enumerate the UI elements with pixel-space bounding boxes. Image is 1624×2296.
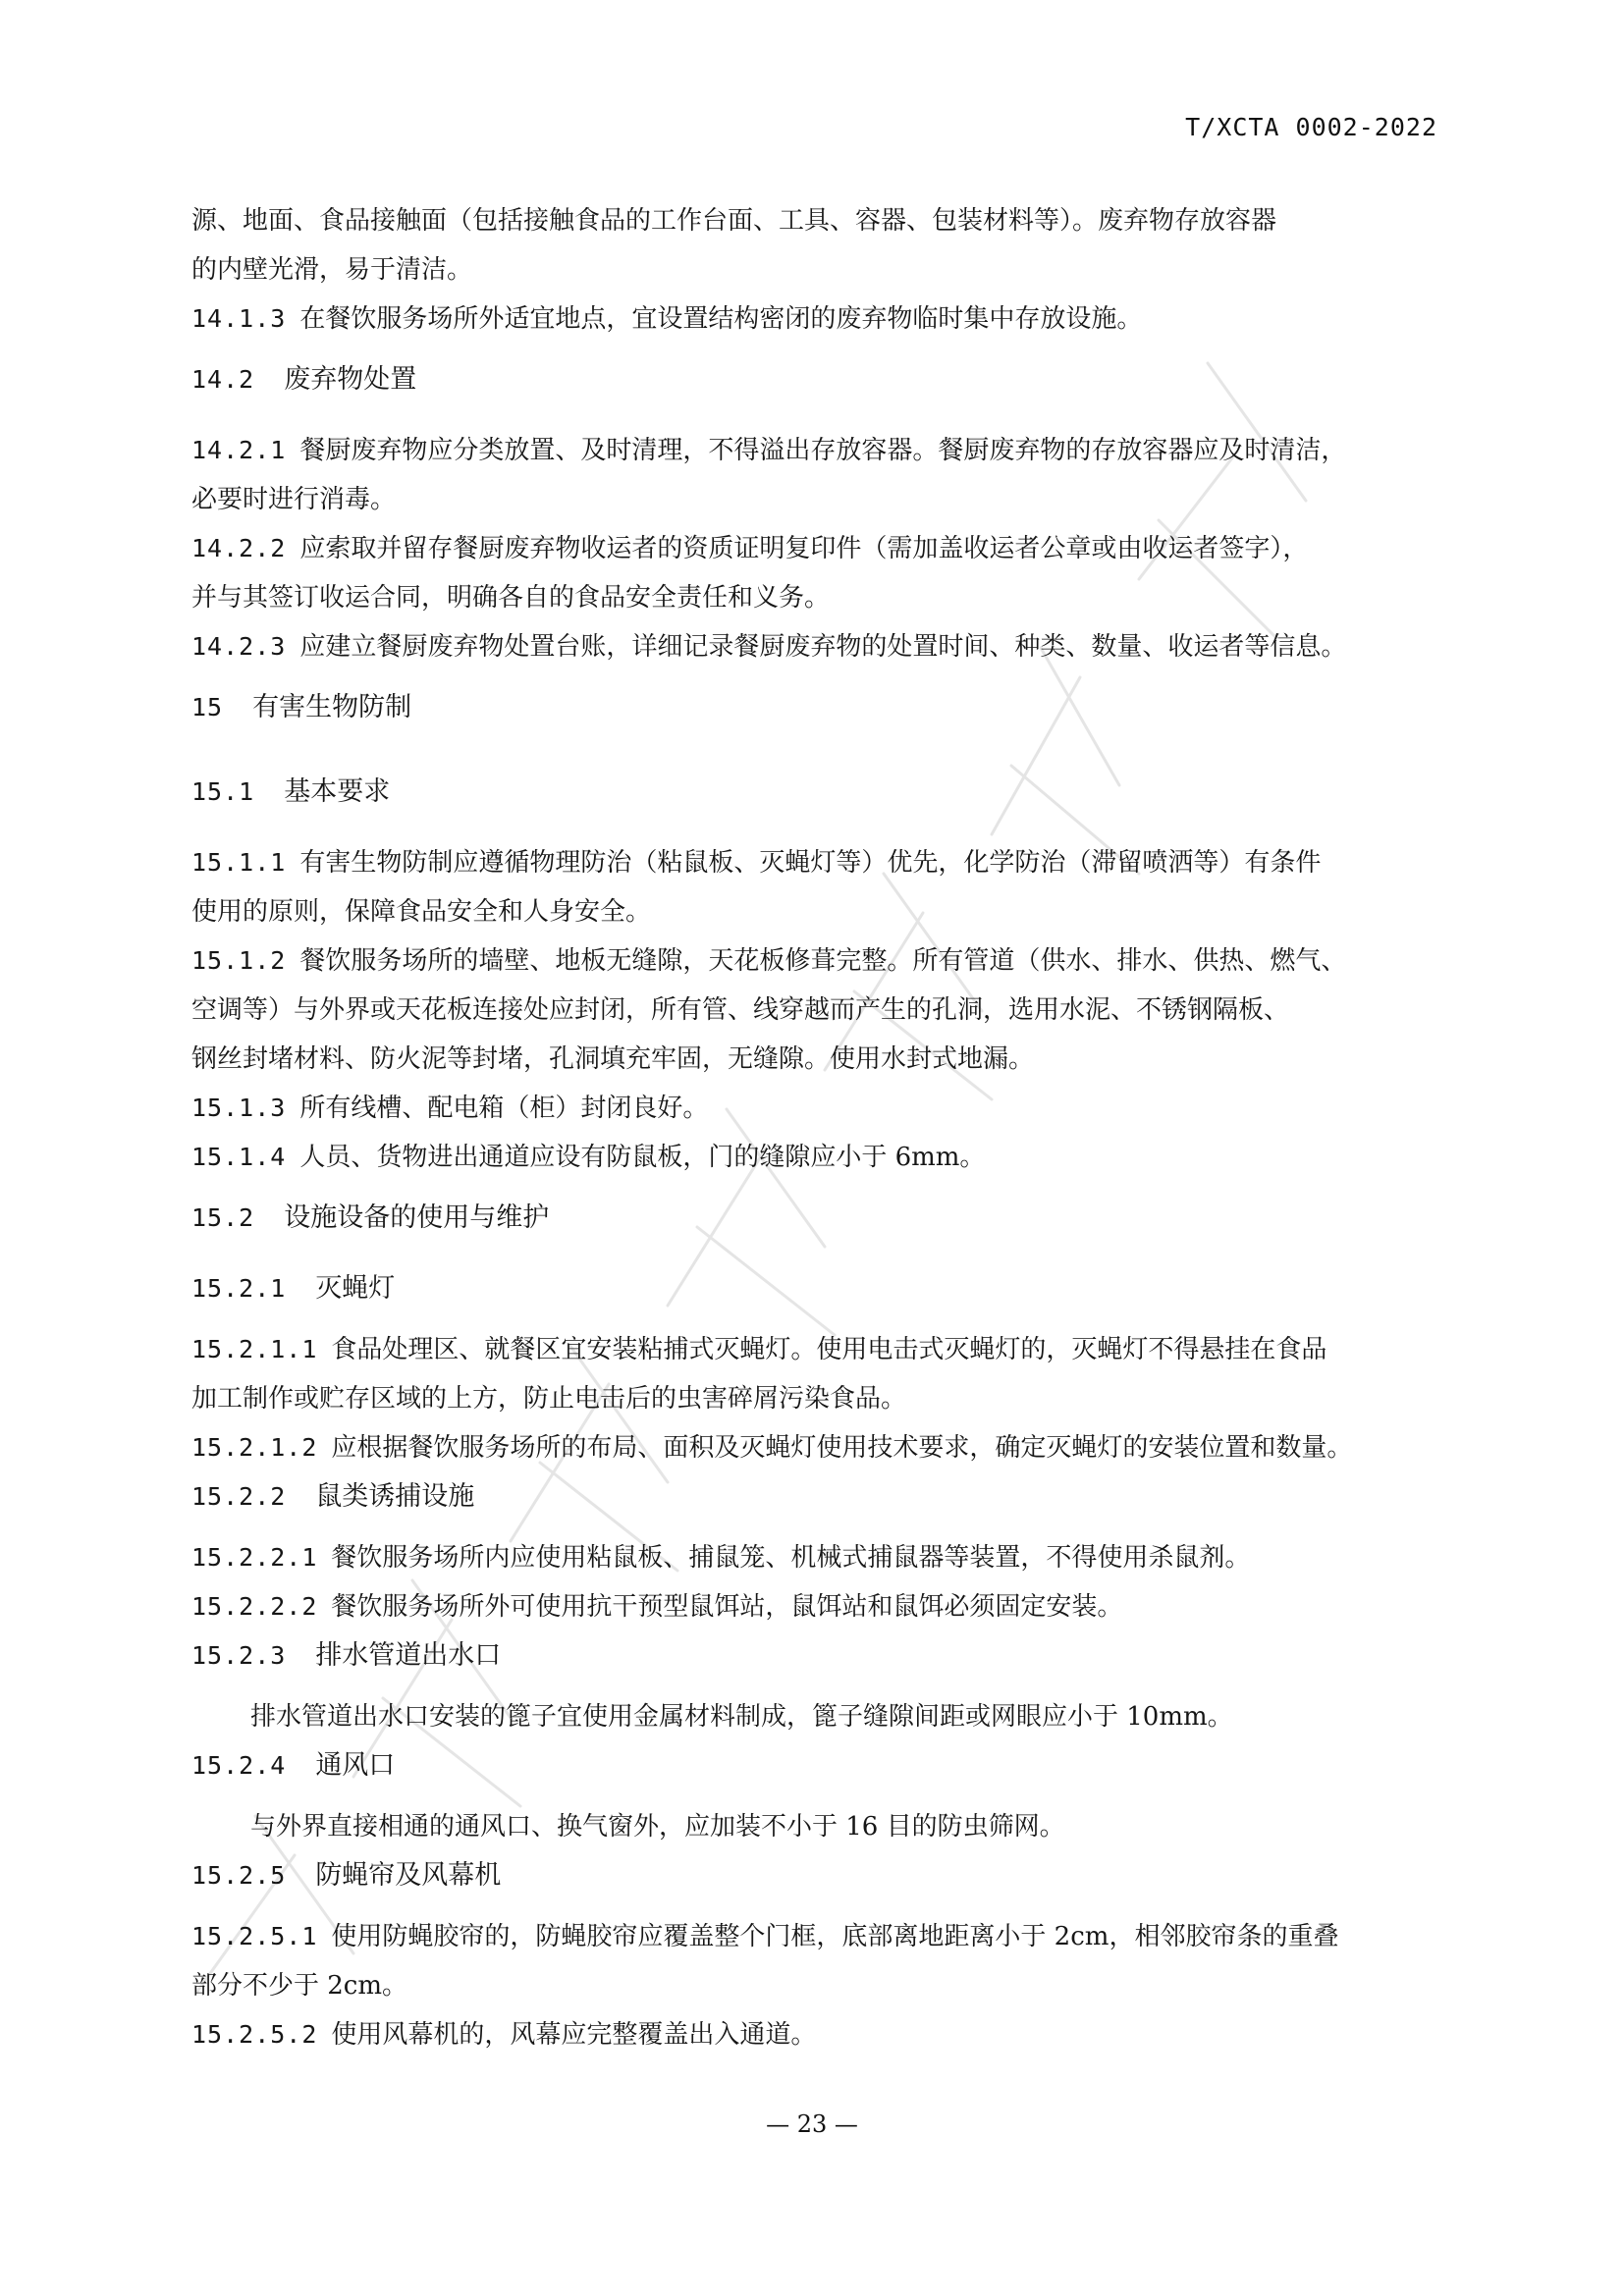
subsection-number: 15.2.4: [191, 1751, 287, 1780]
section-number: 15.1: [191, 777, 255, 806]
clause-15-2-1-1: [191, 1325, 1431, 1374]
subsection-title: 防蝇帘及风幕机: [315, 1860, 502, 1891]
subsection-title: 通风口: [315, 1750, 396, 1781]
clause-text: 餐饮服务场所外可使用抗干预型鼠饵站，鼠饵站和鼠饵必须固定安装。: [331, 1592, 1123, 1622]
clause-text: 应建立餐厨废弃物处置台账，详细记录餐厨废弃物的处置时间、种类、数量、收运者等信息。: [299, 632, 1347, 662]
paragraph-15-2-4: 与外界直接相通的通风口、换气窗外，应加装不小于 16 目的防虫筛网。: [250, 1812, 1065, 1842]
clause-number: 14.2.2: [191, 534, 287, 562]
section-heading-15-1: [191, 768, 1431, 817]
paragraph-line: 加工制作或贮存区域的上方，防止电击后的虫害碎屑污染食品。: [191, 1384, 907, 1414]
document-code-header: T/XCTA 0002-2022: [1185, 113, 1437, 141]
clause-text: 人员、货物进出通道应设有防鼠板，门的缝隙应小于 6mm。: [299, 1143, 986, 1172]
clause-15-2-2-2: [191, 1582, 1431, 1631]
paragraph-line: 必要时进行消毒。: [191, 485, 397, 514]
clause-number: 15.2.2.1: [191, 1543, 318, 1572]
subsection-title: 鼠类诱捕设施: [315, 1481, 475, 1512]
clause-number: 15.1.4: [191, 1143, 287, 1171]
subsection-heading-15-2-4: [191, 1741, 1431, 1790]
clause-14-2-3: [191, 622, 1431, 671]
chapter-number: 15: [191, 693, 224, 721]
paragraph-line: 并与其签订收运合同，明确各自的食品安全责任和义务。: [191, 583, 831, 613]
section-title: 设施设备的使用与维护: [284, 1202, 550, 1233]
subsection-heading-15-2-3: [191, 1631, 1431, 1681]
chapter-heading-15: [191, 683, 1431, 732]
clause-number: 15.1.1: [191, 848, 287, 877]
subsection-number: 15.2.1: [191, 1274, 287, 1303]
paragraph-line: 源、地面、食品接触面（包括接触食品的工作台面、工具、容器、包装材料等）。废弃物存放容器: [191, 206, 1277, 236]
clause-number: 15.2.2.2: [191, 1592, 318, 1621]
subsection-heading-15-2-5: [191, 1851, 1431, 1900]
clause-15-1-2: [191, 936, 1431, 986]
clause-15-2-1-2: [191, 1423, 1431, 1472]
clause-number: 14.1.3: [191, 304, 287, 333]
section-title: 基本要求: [284, 776, 391, 807]
clause-number: 15.1.3: [191, 1094, 287, 1122]
clause-text: 餐厨废弃物应分类放置、及时清理，不得溢出存放容器。餐厨废弃物的存放容器应及时清洁，: [299, 436, 1347, 465]
clause-text: 餐饮服务场所的墙壁、地板无缝隙，天花板修葺完整。所有管道（供水、排水、供热、燃气、: [299, 946, 1347, 976]
section-heading-14-2: [191, 355, 1431, 404]
subsection-number: 15.2.2: [191, 1482, 287, 1511]
subsection-heading-15-2-2: [191, 1472, 1431, 1522]
clause-text: 应索取并留存餐厨废弃物收运者的资质证明复印件（需加盖收运者公章或由收运者签字），: [299, 534, 1309, 563]
subsection-title: 灭蝇灯: [315, 1273, 396, 1304]
clause-number: 15.2.1.2: [191, 1433, 318, 1462]
clause-15-2-5-2: [191, 2010, 1431, 2059]
clause-15-2-2-1: [191, 1533, 1431, 1582]
clause-14-2-2: [191, 524, 1431, 573]
page-number: — 23 —: [766, 2110, 858, 2138]
section-number: 15.2: [191, 1203, 255, 1232]
chapter-title: 有害生物防制: [252, 692, 412, 722]
subsection-number: 15.2.3: [191, 1641, 287, 1670]
paragraph-line: 使用的原则，保障食品安全和人身安全。: [191, 897, 652, 927]
clause-text: 使用防蝇胶帘的，防蝇胶帘应覆盖整个门框，底部离地距离小于 2cm，相邻胶帘条的重叠: [331, 1922, 1339, 1951]
clause-number: 15.1.2: [191, 946, 287, 975]
paragraph-15-2-3: 排水管道出水口安装的篦子宜使用金属材料制成，篦子缝隙间距或网眼应小于 10mm。: [250, 1702, 1233, 1732]
document-body: [191, 196, 1431, 2059]
clause-15-1-4: [191, 1133, 1431, 1182]
clause-15-1-1: [191, 838, 1431, 887]
clause-text: 有害生物防制应遵循物理防治（粘鼠板、灭蝇灯等）优先，化学防治（滞留喷洒等）有条件: [299, 848, 1322, 878]
clause-text: 使用风幕机的，风幕应完整覆盖出入通道。: [331, 2020, 817, 2050]
section-title: 废弃物处置: [284, 364, 417, 395]
clause-text: 应根据餐饮服务场所的布局、面积及灭蝇灯使用技术要求，确定灭蝇灯的安装位置和数量。: [331, 1433, 1353, 1463]
section-number: 14.2: [191, 365, 255, 394]
subsection-number: 15.2.5: [191, 1861, 287, 1890]
clause-14-1-3: [191, 294, 1431, 344]
clause-15-2-5-1: [191, 1912, 1431, 1961]
paragraph-line: 部分不少于 2cm。: [191, 1971, 408, 2001]
section-heading-15-2: [191, 1194, 1431, 1243]
clause-number: 15.2.1.1: [191, 1335, 318, 1363]
clause-text: 食品处理区、就餐区宜安装粘捕式灭蝇灯。使用电击式灭蝇灯的，灭蝇灯不得悬挂在食品: [331, 1335, 1327, 1364]
paragraph-line: 空调等）与外界或天花板连接处应封闭，所有管、线穿越而产生的孔洞，选用水泥、不锈钢隔板、: [191, 995, 1290, 1025]
clause-number: 15.2.5.1: [191, 1922, 318, 1950]
clause-text: 所有线槽、配电箱（柜）封闭良好。: [299, 1094, 709, 1123]
subsection-heading-15-2-1: [191, 1264, 1431, 1313]
clause-text: 在餐饮服务场所外适宜地点，宜设置结构密闭的废弃物临时集中存放设施。: [299, 304, 1143, 334]
clause-15-1-3: [191, 1084, 1431, 1133]
clause-number: 14.2.3: [191, 632, 287, 661]
clause-number: 14.2.1: [191, 436, 287, 464]
clause-14-2-1: [191, 426, 1431, 475]
clause-text: 餐饮服务场所内应使用粘鼠板、捕鼠笼、机械式捕鼠器等装置，不得使用杀鼠剂。: [331, 1543, 1251, 1573]
subsection-title: 排水管道出水口: [315, 1640, 502, 1671]
clause-number: 15.2.5.2: [191, 2020, 318, 2049]
paragraph-line: 钢丝封堵材料、防火泥等封堵，孔洞填充牢固，无缝隙。使用水封式地漏。: [191, 1044, 1035, 1074]
paragraph-line: 的内壁光滑，易于清洁。: [191, 255, 473, 285]
